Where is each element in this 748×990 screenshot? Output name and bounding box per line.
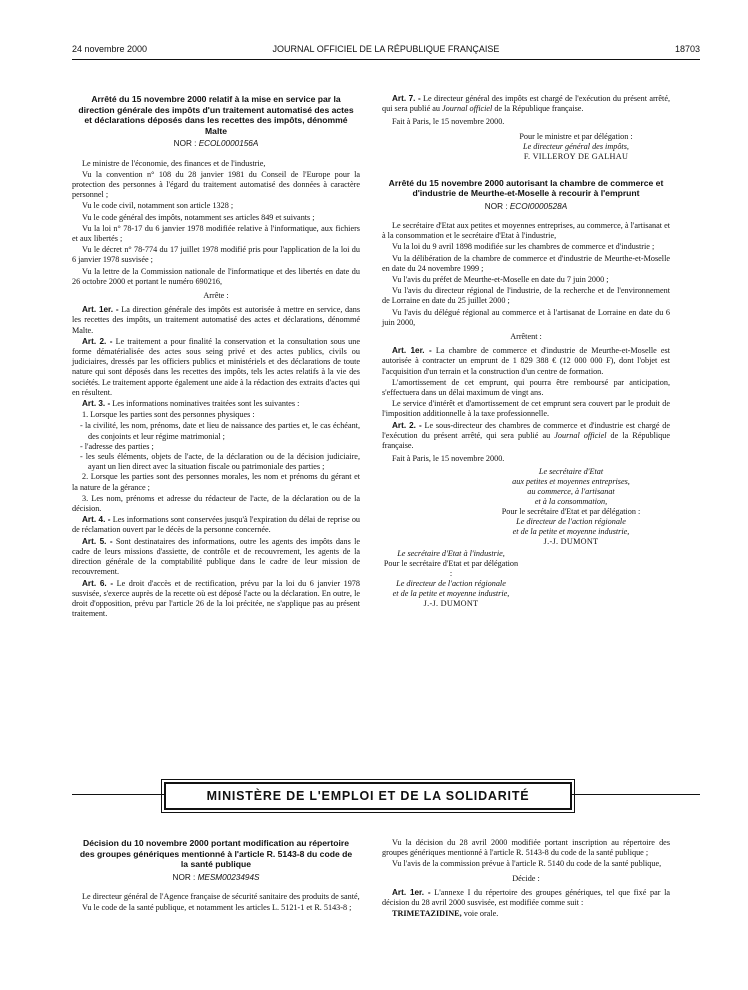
article-text: L'annexe I du répertoire des groupes génériques, tel que fixé par la décision du 28 avril 2000 susvisée, est modifiée comme suit : [382,887,670,908]
arrete1-title: Arrêté du 15 novembre 2000 relatif à la mise en service par la direction générale des impôts d'un traitement automatisé des actes et déclarations déposés dans les recettes des impôts, dénommé Malte [78,94,354,136]
date-line: Fait à Paris, le 15 novembre 2000. [392,454,505,464]
article-7 [382,94,670,114]
paragraph: Vu le décret n° 78-774 du 17 juillet 1978 modifié pris pour l'application de la loi du 6 janvier 1978 susvisée ; [72,245,360,265]
article-label: Art. 7. - [392,94,421,103]
article-label: Art. 5. - [82,536,113,546]
signature-role: et de la petite et moyenne industrie, [392,589,510,599]
article-text: La direction générale des impôts est autorisée à mettre en service, dans les recettes des impôts, un traitement automatisé des actes et déclarations, dénommé Malte. [72,305,361,335]
article-text: Le directeur général des impôts est chargé de l'exécution du présent arrêté, qui sera publié au [382,94,670,114]
paragraph: Vu la lettre de la Commission nationale de l'informatique et des libertés en date du 26 octobre 2000 et portant le numéro 690216, [72,266,360,286]
article-text: Le droit d'accès et de rectification, prévu par la loi du 6 janvier 1978 susvisée, s'exerce auprès de la recette où est déposé l'acte ou la déclaration. En outre, le droit d'opposition, prévu par l'article 26 de la loi précitée, ne s'applique pas au présent traitement. [72,578,360,619]
signature-role: au commerce, à l'artisanat [527,487,615,497]
arrete2-title: Arrêté du 15 novembre 2000 autorisant la chambre de commerce et d'industrie de Meurthe-et-Moselle à recourir à l'emprunt [388,177,664,199]
nor-label: NOR : [484,201,508,211]
article-label: Art. 4. - [82,515,111,525]
article-2 [382,421,670,452]
paragraph: 3. Les nom, prénoms et adresse du rédacteur de l'acte, de la déclaration ou de la décision. [72,493,360,514]
article-label: Art. 3. - [82,399,111,409]
signature-role: Le directeur général des impôts, [523,141,629,151]
article-5 [72,537,360,578]
nor-code: MESM0023494S [197,872,260,882]
article-text: Le traitement a pour finalité la conservation et la consultation sous une forme dématérialisée des actes sous seing privé et des actes publics, civils ou judiciaires, dressés par les officiers publics et ministériels et des déclarations de toute nature qui sont déposés dans les recettes des impôts, tels les actes relatifs à la vie des sociétés. Le traitement apporte également une aide à la rédaction des extraits d'actes qui en résultent. [72,336,360,397]
paragraph: 2. Lorsque les parties sont des personnes morales, les nom et prénoms du gérant et la nature de la gérance ; [72,472,360,492]
article-3 [72,399,360,409]
article-text: Les informations nominatives traitées sont les suivantes : [112,399,300,409]
paragraph: Vu la loi du 9 avril 1898 modifiée sur les chambres de commerce et d'industrie ; [392,242,655,252]
header-date: 24 novembre 2000 [72,44,148,54]
list-item: - les seuls éléments, objets de l'acte, de la déclaration ou de la décision judiciaire, ayant un lien direct avec la situation fiscale ou patrimoniale des parties ; [80,452,360,472]
signature-role: Le secrétaire d'Etat [538,467,604,477]
decide-heading: Décide : [512,873,540,883]
paragraph: L'amortissement de cet emprunt, qui pourra être remboursé par anticipation, s'effectuera dans un délai maximum de vingt ans. [382,377,670,398]
signatory-name: J.-J. DUMONT [543,537,599,547]
arrete2-nor [382,202,670,212]
article-text: Le sous-directeur des chambres de commerce et d'industrie est chargé de l'exécution du présent arrêté, qui sera publié au [382,420,670,440]
signature-role: Le directeur de l'action régionale [516,517,626,527]
arrete1-nor [72,139,360,149]
list [72,421,360,472]
signature-role: et de la petite et moyenne industrie, [512,527,630,537]
signature-block-industrie [382,549,520,609]
paragraph: Vu l'avis du délégué régional au commerce et à l'artisanat de Lorraine en date du 6 juin 2000, [382,307,670,327]
signature-block [482,132,670,162]
paragraph: Vu le code civil, notamment son article 1328 ; [82,201,234,211]
paragraph: Vu la décision du 28 avril 2000 modifiée portant inscription au répertoire des groupes génériques mentionné à l'article R. 5143-8 du code de la santé publique ; [382,838,670,858]
article-label: Art. 2. - [82,336,113,346]
drug-entry [382,909,670,919]
paragraph: Vu la délibération de la chambre de commerce et d'industrie de Meurthe-et-Moselle en date du 24 novembre 1999 ; [382,253,670,273]
ministry-banner: MINISTÈRE DE L'EMPLOI ET DE LA SOLIDARITÉ [164,782,572,810]
decision-nor [72,873,360,883]
drug-name: TRIMETAZIDINE, [392,909,462,919]
article-1 [72,305,360,336]
article-4 [72,515,360,535]
column-left-top [72,94,360,620]
header-rule [72,59,700,60]
article-text: Les informations sont conservées jusqu'à l'expiration du délai de reprise ou de réclamation ouvert par le décès de la personne concernée. [72,515,361,535]
signature-line: Pour le ministre et par délégation : [519,131,633,141]
paragraph: Le directeur général de l'Agence française de sécurité sanitaire des produits de santé, [82,891,360,901]
article-label: Art. 1er. - [392,346,432,356]
signature-block-commerce [472,467,670,547]
paragraph: 1. Lorsque les parties sont des personnes physiques : [82,410,255,420]
journal-reference: Journal officiel [442,104,493,114]
arretent-heading: Arrêtent : [510,332,542,342]
list-item: - la civilité, les nom, prénoms, date et lieu de naissance des parties et, le cas échéant, des conjoints et leur régime matrimonial ; [80,421,360,441]
journal-reference: Journal officiel [554,430,607,440]
page-header [72,44,700,58]
signature-line: Pour le secrétaire d'Etat et par délégation : [501,507,641,517]
drug-route: voie orale. [463,909,499,919]
signature-role: et à la consommation, [534,497,608,507]
signatory-name: F. VILLEROY DE GALHAU [523,151,629,161]
article-1 [382,888,670,908]
signatory-name: J.-J. DUMONT [423,599,479,609]
article-2 [72,337,360,398]
article-text: La chambre de commerce et d'industrie de Meurthe-et-Moselle est autorisée à contracter un emprunt de 1 829 388 € (12 000 000 F), dont l'objet est l'acquisition d'un terrain et la construction d'un centre de formation. [382,346,670,376]
article-label: Art. 1er. - [392,887,431,897]
paragraph: Le ministre de l'économie, des finances et de l'industrie, [82,158,266,168]
article-label: Art. 6. - [82,578,114,588]
paragraph: Le service d'intérêt et d'amortissement de cet emprunt sera couvert par le produit de l'imposition additionnelle à la taxe professionnelle. [382,399,670,419]
article-text: de la République française. [494,104,584,114]
signature-role: Le secrétaire d'Etat à l'industrie, [397,549,505,559]
paragraph: Vu l'avis de la commission prévue à l'article R. 5140 du code de la santé publique, [392,859,662,869]
paragraph: Le secrétaire d'Etat aux petites et moyennes entreprises, au commerce, à l'artisanat et à la consommation et le secrétaire d'Etat à l'industrie, [382,221,671,241]
paragraph: Vu la convention n° 108 du 28 janvier 1981 du Conseil de l'Europe pour la protection des personnes à l'égard du traitement automatisé des données à caractère personnel ; [72,169,360,200]
paragraph: Vu le code de la santé publique, et notamment les articles L. 5121-1 et R. 5143-8 ; [82,903,352,913]
article-1 [382,346,670,377]
column-right-bottom [382,838,670,920]
signature-role: aux petites et moyennes entreprises, [512,477,630,487]
article-text: de la République française. [382,430,671,451]
column-right-top [382,94,670,609]
paragraph: Vu le code général des impôts, notamment ses articles 849 et suivants ; [82,212,315,222]
paragraph: Vu la loi n° 78-17 du 6 janvier 1978 modifiée relative à l'informatique, aux fichiers et aux libertés ; [72,223,360,243]
nor-label: NOR : [173,139,197,149]
list-item: - l'adresse des parties ; [80,441,154,451]
nor-label: NOR : [172,872,196,882]
nor-code: ECOI0000528A [509,201,568,211]
article-text: Sont destinataires des informations, outre les agents des impôts dans le cadre de leurs missions d'assiette, de contrôle et de recouvrement, les agents de la direction générale de la comptabilité publique dans le cadre de leur mission de recouvrement. [72,536,360,577]
article-label: Art. 2. - [392,420,422,430]
arrete-heading: Arrête : [203,291,229,301]
date-line: Fait à Paris, le 15 novembre 2000. [392,117,505,127]
paragraph: Vu l'avis du préfet de Meurthe-et-Moselle en date du 7 juin 2000 ; [392,275,609,285]
signature-role: Le directeur de l'action régionale [396,579,506,589]
article-label: Art. 1er. - [82,305,119,315]
nor-code: ECOL0000156A [198,139,259,149]
decision-title: Décision du 10 novembre 2000 portant modification au répertoire des groupes génériques mentionné à l'article R. 5143-8 du code de la santé publique [79,838,353,870]
page-number: 18703 [674,44,700,54]
paragraph: Vu l'avis du directeur régional de l'industrie, de la recherche et de l'environnement de Lorraine en date du 25 juillet 2000 ; [382,286,670,306]
journal-title: JOURNAL OFFICIEL DE LA RÉPUBLIQUE FRANÇAISE [272,44,500,54]
column-left-bottom [72,838,360,914]
article-6 [72,579,360,620]
signature-line: Pour le secrétaire d'Etat et par délégation : [383,559,519,579]
